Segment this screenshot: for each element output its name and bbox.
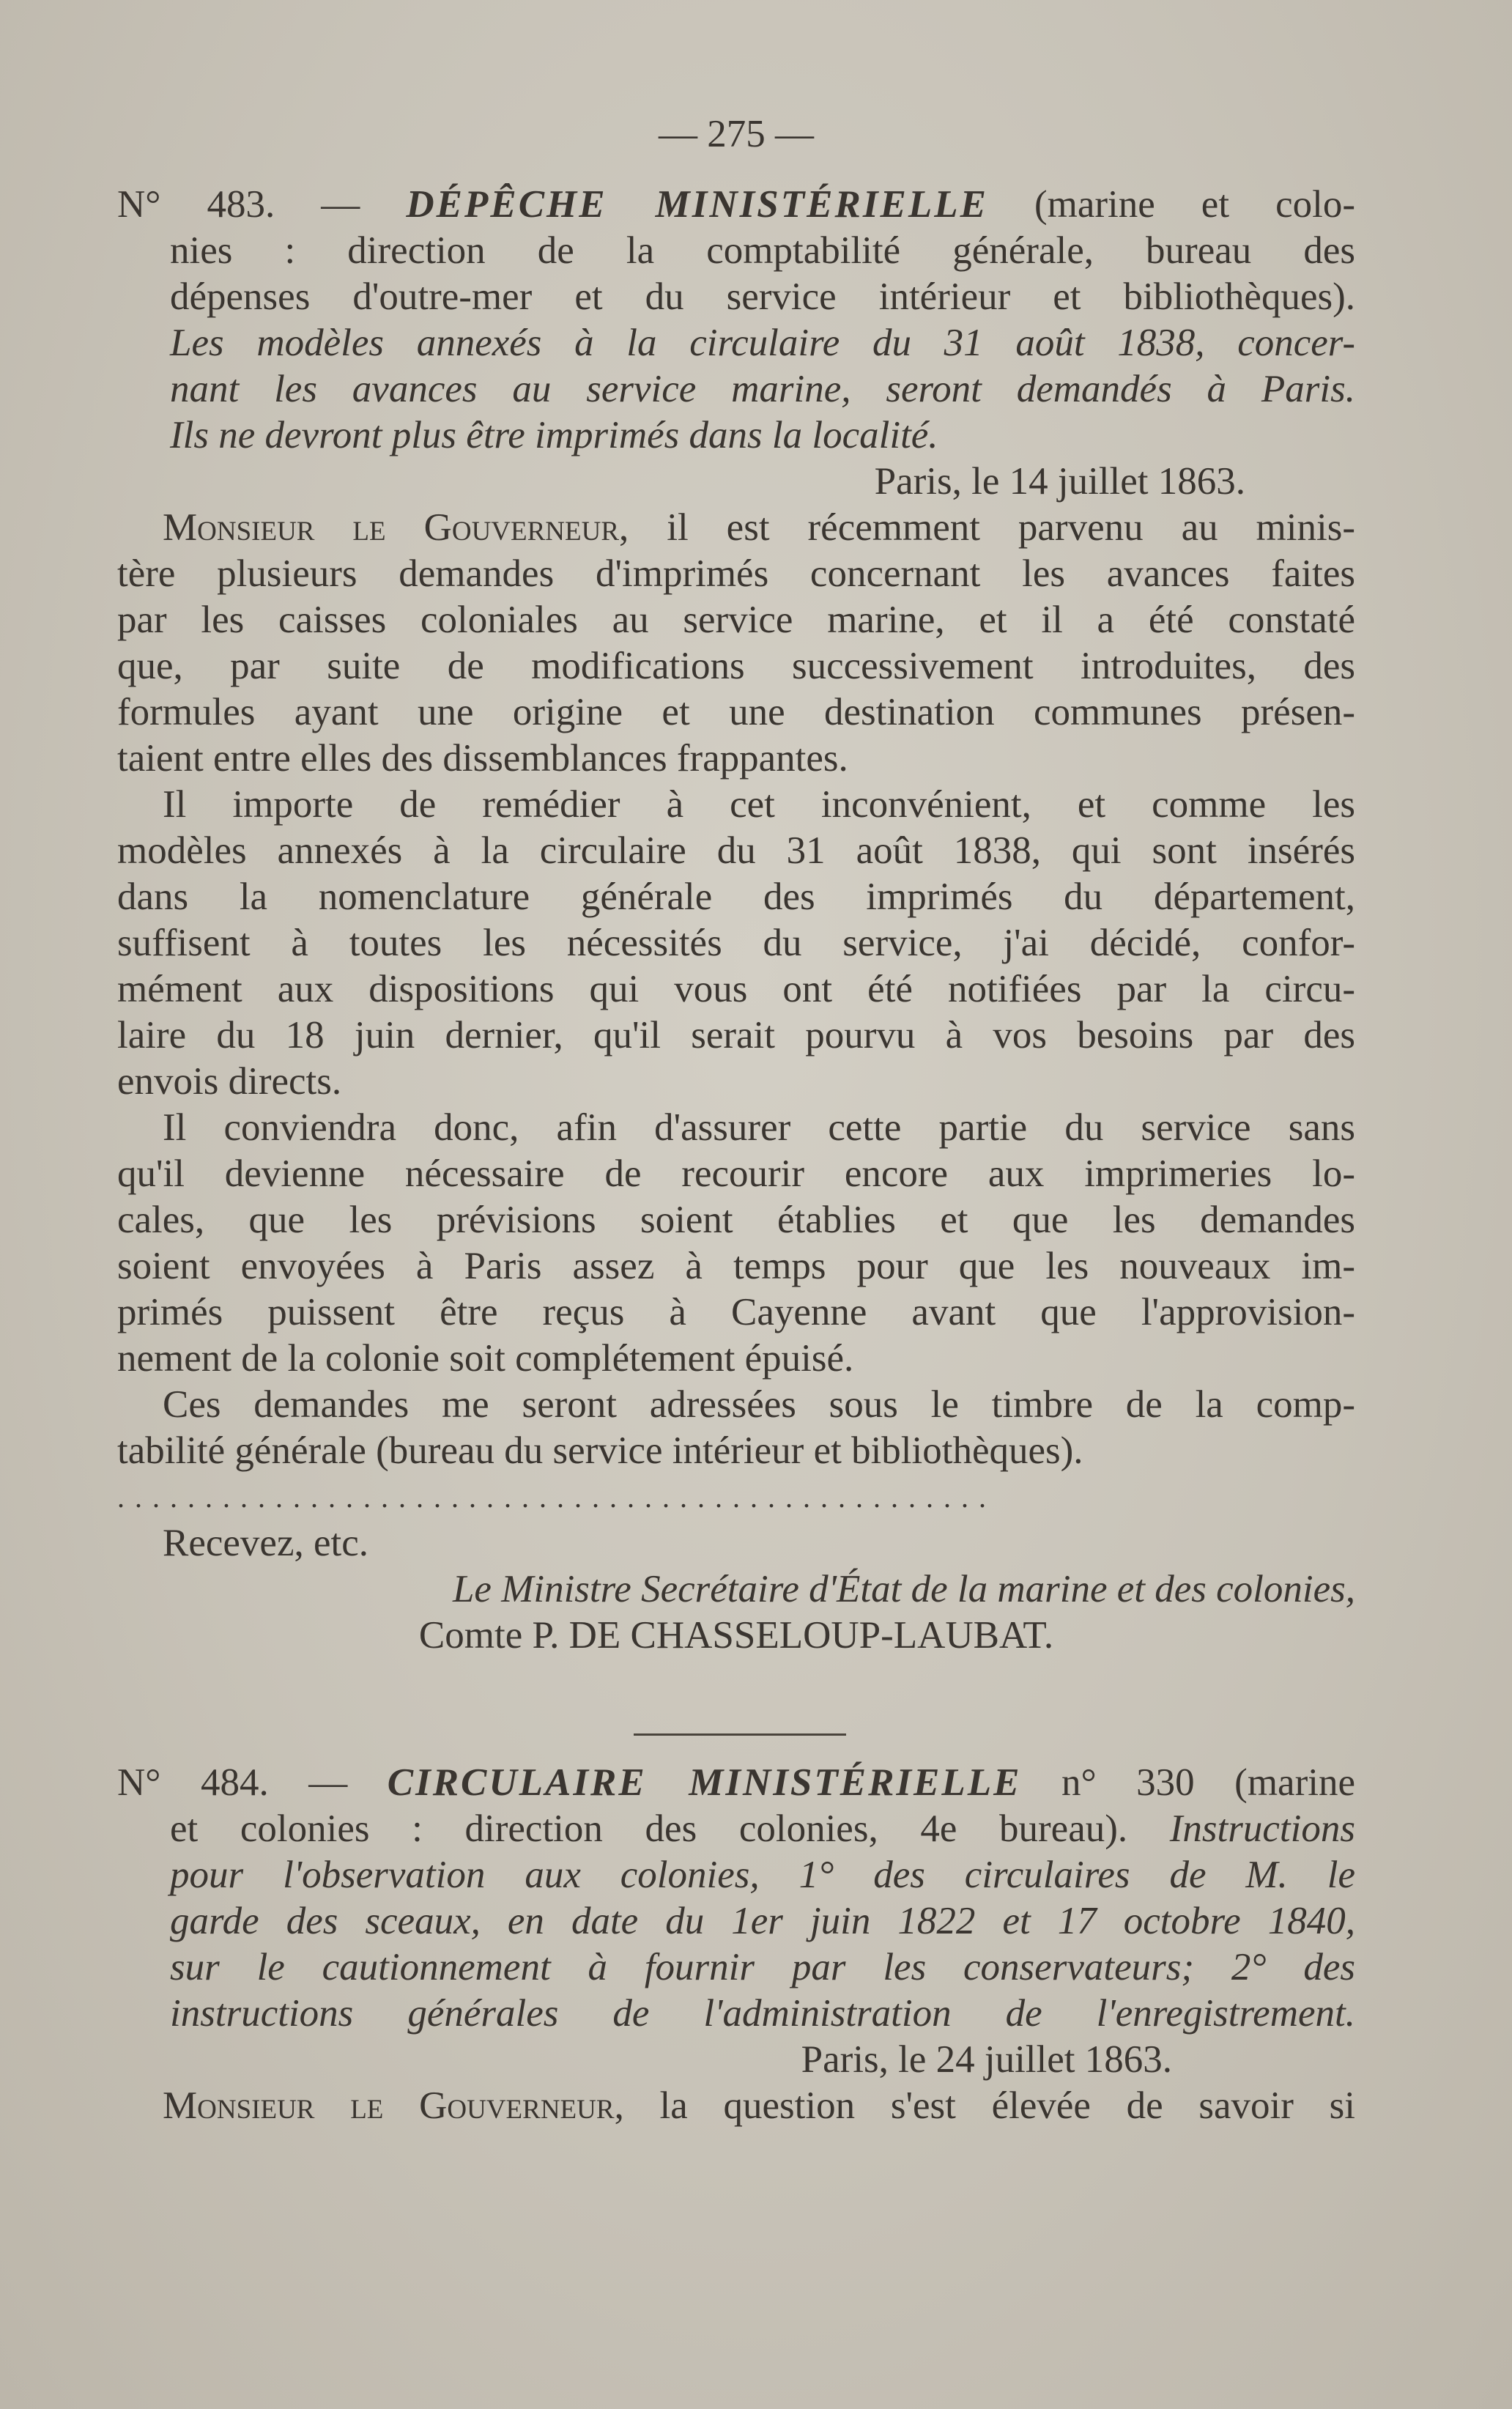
doc483-p1-line: formules ayant une origine et une destination communes présen- (117, 691, 1355, 733)
doc483-summary-line: Les modèles annexés à la circulaire du 31 août 1838, concer- (170, 322, 1355, 364)
doc484-salutation: Monsieur le Gouverneur (163, 2084, 615, 2127)
doc483-p2-line: modèles annexés à la circulaire du 31 août 1838, qui sont insérés (117, 829, 1355, 872)
doc484-summary-line: pour l'observation aux colonies, 1° des circulaires de M. le (170, 1854, 1355, 1896)
doc483-p2-line: Il importe de remédier à cet inconvénient, et comme les (163, 783, 1355, 826)
doc483-p1-line: tère plusieurs demandes d'imprimés concernant les avances faites (117, 552, 1355, 595)
doc483-closing: Recevez, etc. (163, 1522, 368, 1564)
doc483-dash: — (275, 183, 407, 226)
doc483-summary-line: nant les avances au service marine, seront demandés à Paris. (170, 368, 1355, 410)
doc483-p2-line: mément aux dispositions qui vous ont été notifiées par la circu- (117, 968, 1355, 1010)
doc483-p4-line: tabilité générale (bureau du service intérieur et bibliothèques). (117, 1429, 1083, 1472)
doc483-p1-first-line (117, 505, 1355, 551)
doc483-summary-line: Ils ne devront plus être imprimés dans la localité. (170, 414, 938, 456)
doc483-p1-line: par les caisses coloniales au service marine, et il a été constaté (117, 599, 1355, 641)
doc483-header-rest: (marine et colo- (987, 183, 1355, 226)
doc483-number: N° 483. (117, 183, 275, 226)
doc483-p3-line: Il conviendra donc, afin d'assurer cette partie du service sans (163, 1106, 1355, 1149)
doc483-p2-line: laire du 18 juin dernier, qu'il serait pourvu à vos besoins par des (117, 1014, 1355, 1057)
doc484-header-rest: n° 330 (marine (1021, 1761, 1355, 1804)
doc483-header-line-2: nies : direction de la comptabilité générale, bureau des (170, 229, 1355, 272)
doc484-number: N° 484. (117, 1761, 269, 1804)
doc484-type: CIRCULAIRE MINISTÉRIELLE (387, 1761, 1022, 1804)
doc483-signature-name: Comte P. DE CHASSELOUP-LAUBAT. (418, 1614, 1054, 1657)
doc484-summary-line: instructions générales de l'administration de l'enregistrement. (170, 1992, 1355, 2035)
doc483-p4-line: Ces demandes me seront adressées sous le timbre de la comp- (163, 1383, 1355, 1426)
doc484-summary-line: sur le cautionnement à fournir par les conservateurs; 2° des (170, 1946, 1355, 1988)
doc484-p1-first-line (117, 2083, 1355, 2129)
doc483-p3-line: qu'il devienne nécessaire de recourir encore aux imprimeries lo- (117, 1152, 1355, 1195)
doc483-p3-line: cales, que les prévisions soient établies et que les demandes (117, 1199, 1355, 1241)
doc483-p1-line: que, par suite de modifications successivement introduites, des (117, 645, 1355, 687)
doc483-p3-line: primés puissent être reçus à Cayenne avant que l'approvision- (117, 1291, 1355, 1333)
doc483-header-line-3: dépenses d'outre-mer et du service intérieur et bibliothèques). (170, 275, 1355, 318)
section-divider (634, 1733, 846, 1736)
doc484-dash: — (268, 1761, 388, 1804)
doc483-p2-line: envois directs. (117, 1060, 342, 1103)
doc483-date: Paris, le 14 juillet 1863. (874, 460, 1245, 503)
doc484-summary-line: garde des sceaux, en date du 1er juin 1822 et 17 octobre 1840, (170, 1900, 1355, 1942)
doc483-p3-line: nement de la colonie soit complétement épuisé. (117, 1337, 854, 1380)
doc484-p1-text: , la question s'est élevée de savoir si (614, 2084, 1355, 2127)
doc483-p2-line: dans la nomenclature générale des imprimés du département, (117, 876, 1355, 918)
doc484-header-italic: Instructions (1127, 1807, 1355, 1850)
doc484-header-line-2 (117, 1806, 1355, 1852)
doc483-p1-line: taient entre elles des dissemblances frappantes. (117, 737, 848, 780)
doc483-p3-line: soient envoyées à Paris assez à temps pour que les nouveaux im- (117, 1245, 1355, 1287)
elision-dots: .................................................. (117, 1481, 996, 1514)
page-number: — 275 — (659, 113, 814, 155)
doc483-signature-title: Le Ministre Secrétaire d'État de la marine et des colonies, (452, 1568, 1355, 1610)
doc483-p2-line: suffisent à toutes les nécessités du service, j'ai décidé, confor- (117, 922, 1355, 964)
doc484-header-text: et colonies : direction des colonies, 4e bureau). (170, 1807, 1128, 1850)
doc483-heading-line (117, 182, 1355, 228)
doc484-heading-line (117, 1760, 1355, 1806)
doc483-salutation: Monsieur le Gouverneur (163, 506, 620, 549)
doc484-date: Paris, le 24 juillet 1863. (801, 2038, 1172, 2081)
document-483 (117, 182, 1355, 1659)
doc483-type: DÉPÊCHE MINISTÉRIELLE (406, 183, 988, 226)
document-484 (117, 1760, 1355, 2129)
doc483-p1-text: , il est récemment parvenu au minis- (619, 506, 1355, 549)
